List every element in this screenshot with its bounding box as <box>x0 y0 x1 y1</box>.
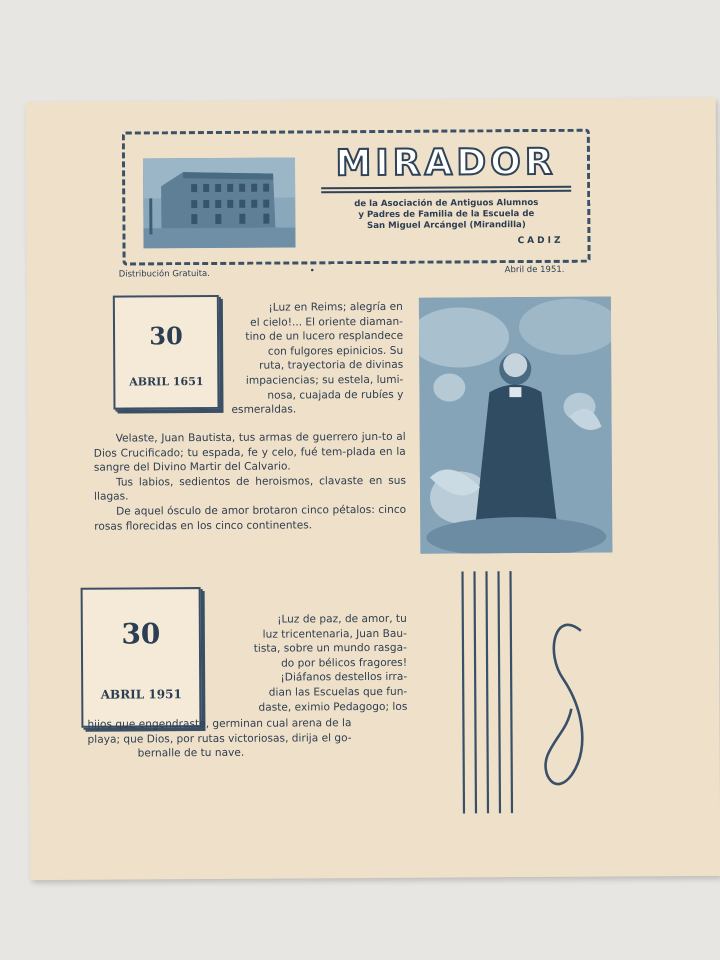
text-line: playa; que Dios, por rutas victoriosas, dirija el go- <box>87 731 352 746</box>
saint-portrait <box>419 297 613 554</box>
text-line: esmeraldas. <box>231 403 297 417</box>
text-line: bernalle de tu nave. <box>137 746 245 760</box>
text-line: daste, eximio Pedagogo; los <box>258 700 408 714</box>
distribution-note: Distribución Gratuita. <box>118 268 210 280</box>
calendar-page-1951 <box>81 587 202 728</box>
decorative-lines-ornament <box>458 569 600 816</box>
article1-body <box>94 430 407 534</box>
city-label: CADIZ <box>517 235 564 247</box>
newsletter-title: MIRADOR <box>335 141 557 185</box>
text-line: impaciencias; su estela, lumi- <box>245 373 404 387</box>
masthead-subtitle <box>315 198 577 233</box>
title-rule <box>321 186 571 190</box>
article1-intro <box>231 300 404 418</box>
newsletter-sheet <box>26 98 720 880</box>
calendar-day: 30 <box>121 617 161 651</box>
text-line: do por bélicos fragores! <box>281 656 408 670</box>
text-line: luz tricentenaria, Juan Bau- <box>262 627 407 641</box>
paragraph: Velaste, Juan Bautista, tus armas de guerrero jun-to al Dios Crucificado; tu espada, fe y celo, fué tem-plada en la sangre del Divino Martir del Calvario. <box>93 430 406 474</box>
article2-body <box>87 716 409 762</box>
paragraph: Tus labios, sedientos de heroismos, clavaste en sus llagas. <box>94 474 406 504</box>
building-photo <box>143 157 296 248</box>
title-rule <box>321 190 571 194</box>
calendar-day: 30 <box>149 321 183 351</box>
text-line: tino de un lucero resplandece <box>245 330 404 343</box>
issue-date: Abril de 1951. <box>504 264 565 276</box>
text-line: tista, sobre un mundo rasga- <box>253 641 408 655</box>
text-line: nosa, cuajada de rubíes y <box>267 388 404 402</box>
text-line: el cielo!... El oriente diaman- <box>250 315 404 329</box>
paragraph: De aquel ósculo de amor brotaron cinco pétalos: cinco rosas florecidas en los cinco continentes. <box>94 503 407 533</box>
article2-intro <box>229 612 408 715</box>
bullet-dot: • <box>309 266 316 277</box>
text-line: ¡Luz de paz, de amor, tu <box>277 612 407 626</box>
subtitle-line: y Padres de Familia de la Escuela de <box>358 209 535 221</box>
subtitle-line: San Miguel Arcángel (Mirandilla) <box>366 220 526 232</box>
text-line: ¡Diáfanos destellos irra- <box>280 671 408 684</box>
masthead-frame <box>122 129 591 266</box>
text-line: con fulgores epinicios. Su <box>267 344 404 358</box>
text-line: dian las Escuelas que fun- <box>268 685 408 699</box>
text-line: ruta, trayectoria de divinas <box>259 359 404 373</box>
calendar-month: ABRIL 1951 <box>100 687 182 702</box>
text-line: ¡Luz en Reims; alegría en <box>268 300 403 314</box>
calendar-page-1651 <box>113 295 220 410</box>
calendar-month: ABRIL 1651 <box>129 375 204 389</box>
text-line: hijos que engendraste, germinan cual arena de la <box>87 717 352 731</box>
subtitle-line: de la Asociación de Antiguos Alumnos <box>354 197 539 210</box>
